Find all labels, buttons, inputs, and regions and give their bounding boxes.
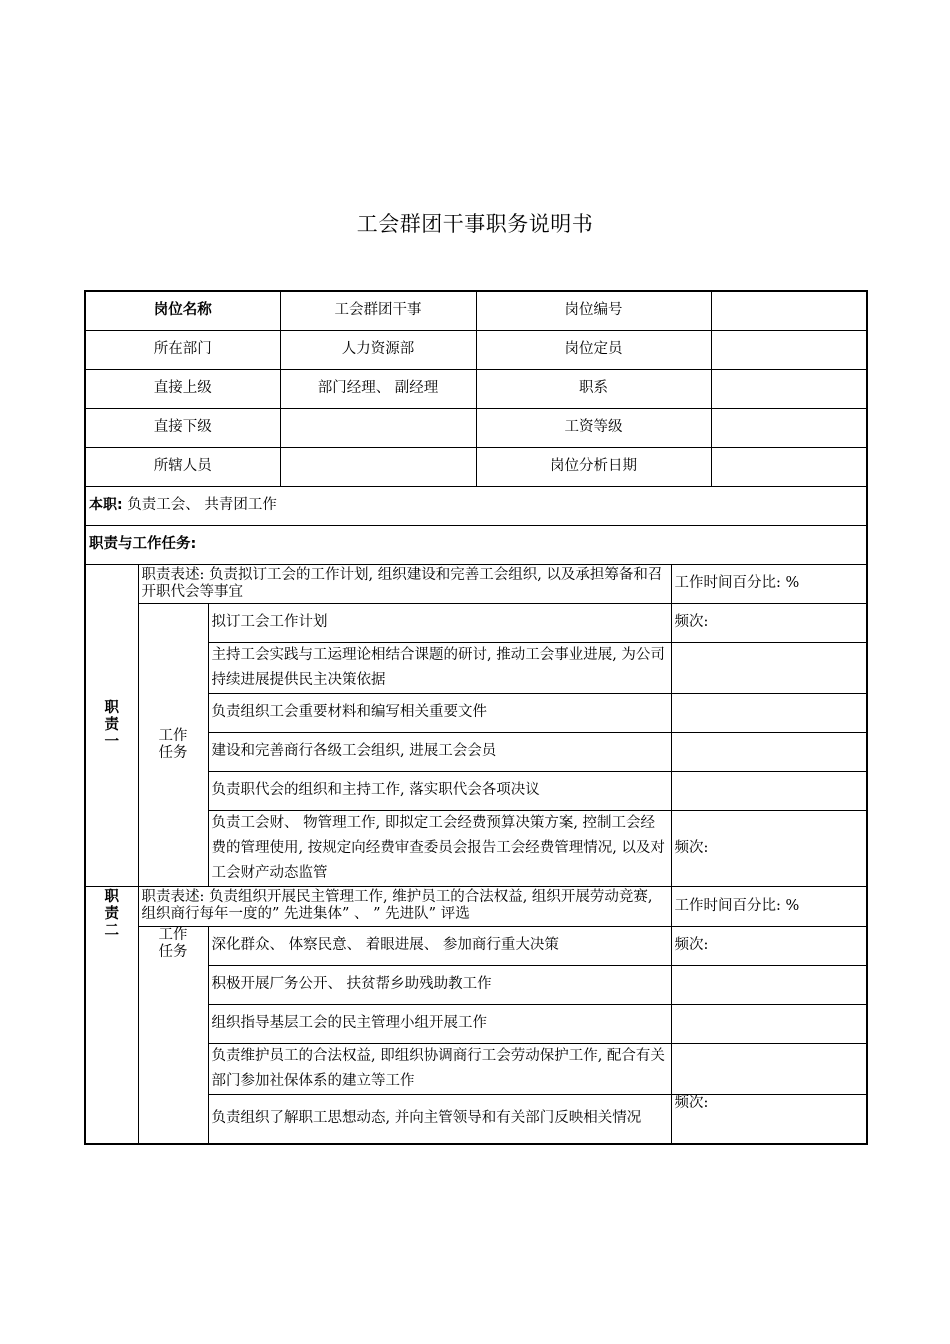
duty2-task-1: 深化群众、 体察民意、 着眼进展、 参加商行重大决策 [208,926,671,965]
main-duty-row [85,486,867,525]
duty1-freq-first: 频次: [671,603,867,642]
duty2-task-4: 负责维护员工的合法权益, 即组织协调商行工会劳动保护工作, 配合有关部门参加社保体系的建立等工作 [208,1043,671,1094]
duty2-freq-first: 频次: [671,926,867,965]
main-duty-text: 负责工会、 共青团工作 [127,497,277,513]
dept-label: 所在部门 [85,330,280,369]
staff-value [280,447,476,486]
duty1-time-pct: 工作时间百分比: % [671,564,867,603]
subordinate-label: 直接下级 [85,408,280,447]
duty2-description: 职责表述: 负责组织开展民主管理工作, 维护员工的合法权益, 组织开展劳动竞赛, 组织商行每年一度的” 先进集体” 、 ” 先进队” 评选 [138,886,671,926]
dept-value: 人力资源部 [280,330,476,369]
duty2-freq-last: 频次: [671,1094,867,1144]
duty1-task-3: 负责组织工会重要材料和编写相关重要文件 [208,693,671,732]
duties-heading: 职责与工作任务: [85,525,867,564]
duty2-task-5: 负责组织了解职工思想动态, 并向主管领导和有关部门反映相关情况 [208,1094,671,1144]
superior-label: 直接上级 [85,369,280,408]
main-duty-label: 本职: [89,497,123,513]
duty2-task-3: 组织指导基层工会的民主管理小组开展工作 [208,1004,671,1043]
duty1-task-1: 拟订工会工作计划 [208,603,671,642]
analysis-date-value [711,447,867,486]
duty2-task-label: 工作任务 [138,926,208,1144]
duty1-task-label: 工作任务 [138,603,208,886]
duty1-description: 职责表述: 负责拟订工会的工作计划, 组织建设和完善工会组织, 以及承担筹备和召开职代会等事宜 [138,564,671,603]
position-name-label: 岗位名称 [85,291,280,330]
duty1-freq-last: 频次: [671,810,867,886]
duty2-time-pct: 工作时间百分比: % [671,886,867,926]
duty1-task-6: 负责工会财、 物管理工作, 即拟定工会经费预算决策方案, 控制工会经费的管理使用, 按规定向经费审查委员会报告工会经费管理情况, 以及对工会财产动态监管 [208,810,671,886]
duty1-task-5: 负责职代会的组织和主持工作, 落实职代会各项决议 [208,771,671,810]
duty1-task-2: 主持工会实践与工运理论相结合课题的研讨, 推动工会事业进展, 为公司持续进展提供民主决策依据 [208,642,671,693]
page-title: 工会群团干事职务说明书 [356,212,594,236]
salary-grade-value [711,408,867,447]
headcount-label: 岗位定员 [476,330,711,369]
headcount-value [711,330,867,369]
job-description-table [84,290,868,1145]
staff-label: 所辖人员 [85,447,280,486]
position-name-value: 工会群团干事 [280,291,476,330]
subordinate-value [280,408,476,447]
analysis-date-label: 岗位分析日期 [476,447,711,486]
duty1-task-4: 建设和完善商行各级工会组织, 进展工会会员 [208,732,671,771]
job-family-label: 职系 [476,369,711,408]
job-family-value [711,369,867,408]
duty2-task-2: 积极开展厂务公开、 扶贫帮乡助残助教工作 [208,965,671,1004]
salary-grade-label: 工资等级 [476,408,711,447]
superior-value: 部门经理、 副经理 [280,369,476,408]
duty1-label: 职 责 一 [85,564,138,886]
position-no-value [711,291,867,330]
duty2-label: 职 责 二 [85,886,138,1144]
position-no-label: 岗位编号 [476,291,711,330]
